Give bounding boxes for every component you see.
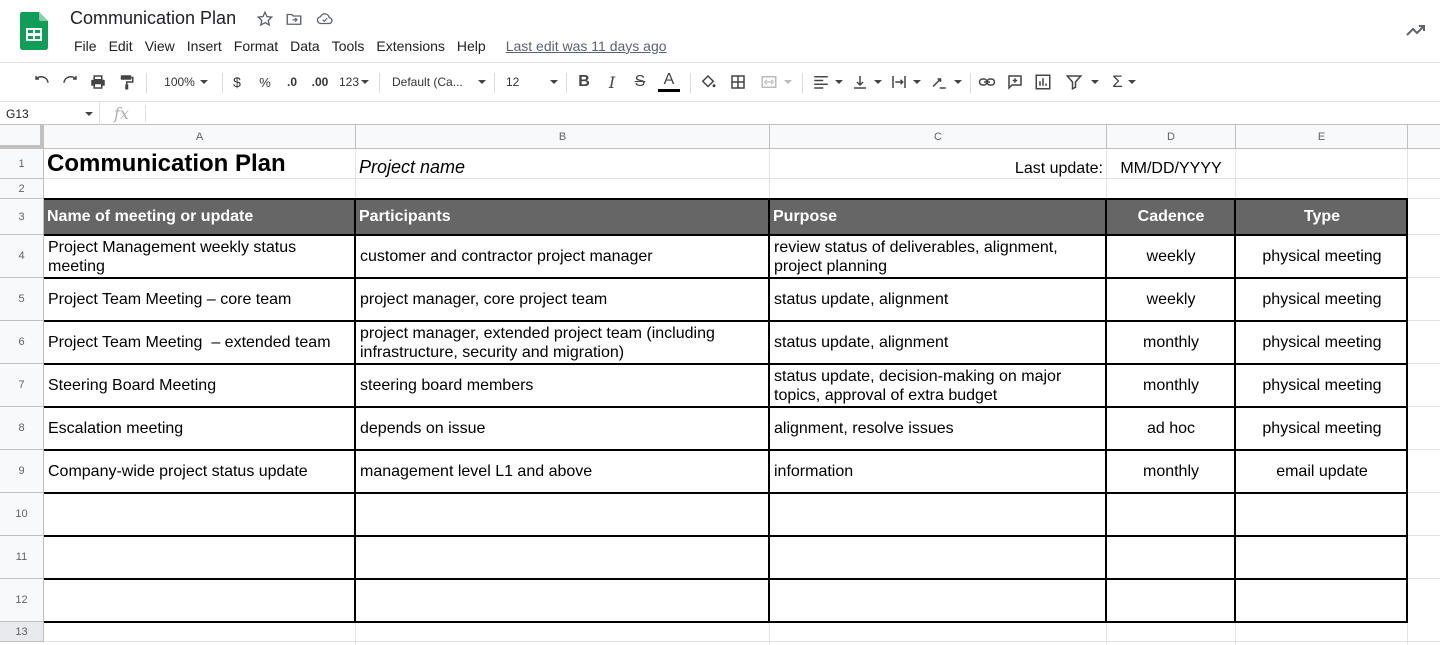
table-cell[interactable]: physical meeting (1262, 420, 1382, 437)
row-header-5[interactable]: 5 (0, 278, 44, 321)
row-header-7[interactable]: 7 (0, 364, 44, 407)
chevron-down-icon (835, 80, 843, 84)
table-cell[interactable]: Project Team Meeting – core team (48, 291, 292, 308)
table-cell[interactable]: customer and contractor project manager (360, 248, 653, 265)
activity-trend-icon[interactable] (1404, 18, 1428, 42)
insert-chart-icon[interactable] (1033, 71, 1053, 93)
table-border (44, 234, 1408, 236)
table-cell[interactable]: monthly (1142, 463, 1200, 480)
table-cell[interactable]: physical meeting (1262, 248, 1382, 265)
toolbar-divider (222, 73, 223, 93)
gridline (1408, 535, 1440, 536)
table-cell[interactable]: information (774, 463, 854, 480)
menu-view[interactable]: View (144, 38, 175, 54)
text-wrapping-icon[interactable] (889, 71, 921, 93)
gridline (1408, 578, 1440, 579)
toolbar-divider (802, 73, 803, 93)
increase-decimal-button[interactable]: .00 (311, 75, 329, 89)
gridline (1408, 406, 1440, 407)
text-color-swatch (658, 89, 680, 92)
chevron-down-icon (200, 80, 208, 84)
text-rotation-icon[interactable] (928, 71, 962, 93)
header-type[interactable]: Type (1303, 208, 1341, 225)
table-cell[interactable]: weekly (1146, 291, 1196, 308)
vertical-align-icon[interactable] (850, 71, 882, 93)
gridline (1408, 234, 1440, 235)
borders-icon[interactable] (728, 71, 748, 93)
percent-format-button[interactable]: % (259, 74, 271, 90)
gridline (1408, 492, 1440, 493)
menu-edit[interactable]: Edit (108, 38, 133, 54)
table-cell[interactable]: Escalation meeting (48, 420, 184, 437)
font-size-select[interactable] (506, 71, 558, 93)
merge-cells-icon[interactable] (757, 71, 793, 93)
menu-file[interactable]: File (74, 38, 97, 54)
table-border (44, 449, 1408, 451)
chevron-down-icon (85, 112, 93, 116)
font-family-value: Default (Ca... (392, 75, 463, 89)
chevron-down-icon (1128, 80, 1136, 84)
row-header-1[interactable]: 1 (0, 149, 44, 179)
sheets-logo-icon[interactable] (20, 12, 48, 50)
row-header-11[interactable]: 11 (0, 536, 44, 579)
title-bar (0, 0, 1440, 62)
chevron-down-icon (1091, 80, 1099, 84)
column-header-c[interactable]: C (770, 125, 1107, 149)
row-header-3[interactable]: 3 (0, 199, 44, 235)
chevron-down-icon (550, 80, 558, 84)
document-title[interactable]: Communication Plan (70, 8, 237, 28)
menu-bar (68, 37, 667, 55)
chevron-down-icon (784, 80, 792, 84)
star-icon[interactable] (256, 10, 276, 28)
currency-format-button[interactable]: $ (233, 74, 241, 90)
menu-insert[interactable]: Insert (186, 38, 222, 54)
table-border (44, 320, 1408, 322)
chevron-down-icon (954, 80, 962, 84)
table-cell[interactable]: alignment, resolve issues (774, 420, 954, 437)
print-icon[interactable] (88, 71, 108, 93)
chevron-down-icon (478, 80, 486, 84)
table-border (44, 363, 1408, 365)
table-border (44, 198, 1408, 200)
fx-icon: fx (114, 104, 129, 123)
table-cell[interactable]: status update, decision-making on major topics, approval of extra budget (774, 367, 1062, 404)
strikethrough-button[interactable]: S (634, 73, 646, 90)
functions-button[interactable]: Σ (1108, 71, 1140, 93)
row-header-8[interactable]: 8 (0, 407, 44, 450)
zoom-value: 100% (164, 75, 195, 89)
horizontal-align-icon[interactable] (811, 71, 843, 93)
table-cell[interactable]: Project Management weekly status meeting (48, 238, 297, 275)
table-cell[interactable]: project manager, core project team (360, 291, 608, 308)
table-cell[interactable]: Steering Board Meeting (48, 377, 217, 394)
column-header-overflow (1408, 125, 1440, 149)
formula-divider (145, 105, 146, 122)
menu-format[interactable]: Format (233, 38, 279, 54)
table-cell[interactable]: project manager, extended project team (including infrastructure, security and migration) (360, 324, 715, 361)
chevron-down-icon (361, 80, 369, 84)
toolbar-divider (566, 73, 567, 93)
table-border (1234, 198, 1236, 623)
toolbar-divider (690, 73, 691, 93)
move-folder-icon[interactable] (285, 10, 305, 28)
font-family-select[interactable] (392, 71, 486, 93)
spreadsheet-grid[interactable] (0, 125, 1440, 645)
table-cell[interactable]: management level L1 and above (360, 463, 593, 480)
toolbar (0, 62, 1440, 101)
table-border (1105, 198, 1107, 623)
header-cadence[interactable]: Cadence (1137, 208, 1205, 225)
table-border (44, 535, 1408, 537)
header-participants[interactable]: Participants (359, 208, 451, 225)
filter-icon[interactable] (1062, 71, 1102, 93)
menu-help[interactable]: Help (456, 38, 486, 54)
bold-button[interactable]: B (578, 73, 590, 90)
last-update-label[interactable]: Last update: (1014, 159, 1103, 177)
cell-reference: G13 (6, 107, 29, 121)
table-border (354, 198, 356, 623)
table-cell[interactable]: physical meeting (1262, 291, 1382, 308)
table-cell[interactable]: weekly (1146, 248, 1196, 265)
toolbar-divider (146, 73, 147, 93)
redo-icon[interactable] (60, 71, 80, 93)
row-header-10[interactable]: 10 (0, 493, 44, 536)
gridline (1408, 320, 1440, 321)
chevron-down-icon (913, 80, 921, 84)
name-box[interactable] (0, 102, 100, 125)
table-border (768, 198, 770, 623)
table-cell[interactable]: physical meeting (1262, 377, 1382, 394)
menu-tools[interactable]: Tools (331, 38, 365, 54)
column-header-d[interactable]: D (1107, 125, 1236, 149)
zoom-select[interactable] (158, 71, 214, 93)
row-header-6[interactable]: 6 (0, 321, 44, 364)
italic-button[interactable]: I (608, 72, 616, 92)
column-header-e[interactable]: E (1236, 125, 1408, 149)
cloud-status-icon[interactable] (315, 10, 335, 28)
decrease-decimal-button[interactable]: .0 (286, 75, 297, 89)
table-border (44, 277, 1408, 279)
gridline (44, 641, 1440, 642)
table-cell[interactable]: monthly (1142, 334, 1200, 351)
column-header-a[interactable]: A (44, 125, 356, 149)
text-color-button[interactable]: A (658, 71, 680, 93)
row-header-2[interactable]: 2 (0, 179, 44, 199)
table-cell[interactable]: status update, alignment (774, 291, 949, 308)
header-name-of-meeting[interactable]: Name of meeting or update (47, 208, 254, 225)
menu-extensions[interactable]: Extensions (376, 38, 445, 54)
gridline (1408, 363, 1440, 364)
column-header-b[interactable]: B (356, 125, 770, 149)
row-header-4[interactable]: 4 (0, 235, 44, 278)
last-update-value[interactable]: MM/DD/YYYY (1120, 159, 1222, 177)
toolbar-divider (970, 73, 971, 93)
undo-icon[interactable] (32, 71, 52, 93)
table-cell[interactable]: steering board members (360, 377, 534, 394)
sheet-title[interactable]: Communication Plan (47, 150, 286, 177)
table-cell[interactable]: physical meeting (1262, 334, 1382, 351)
table-cell[interactable]: monthly (1142, 377, 1200, 394)
insert-link-icon[interactable] (977, 71, 997, 93)
chevron-down-icon (874, 80, 882, 84)
paint-format-icon[interactable] (116, 71, 136, 93)
table-cell[interactable]: Project Team Meeting – extended team (48, 334, 331, 351)
table-border (44, 578, 1408, 580)
header-purpose[interactable]: Purpose (773, 208, 838, 225)
table-cell[interactable]: email update (1276, 463, 1368, 480)
row-header-9[interactable]: 9 (0, 450, 44, 493)
table-cell[interactable]: status update, alignment (774, 334, 949, 351)
table-border (44, 406, 1408, 408)
insert-comment-icon[interactable] (1005, 71, 1025, 93)
gridline (1408, 277, 1440, 278)
formula-input[interactable] (150, 102, 1440, 125)
row-header-12[interactable]: 12 (0, 579, 44, 622)
table-border (44, 621, 1408, 623)
project-name[interactable]: Project name (359, 156, 466, 177)
more-formats-button[interactable]: 123 (337, 71, 371, 93)
formula-bar (0, 101, 1440, 125)
table-cell[interactable]: Company-wide project status update (48, 463, 308, 480)
row-header-13[interactable]: 13 (0, 622, 44, 642)
toolbar-divider (379, 73, 380, 93)
toolbar-divider (494, 73, 495, 93)
table-cell[interactable]: depends on issue (360, 420, 486, 437)
table-cell[interactable]: review status of deliverables, alignment, project planning (774, 238, 1058, 275)
select-all-corner[interactable] (0, 125, 44, 149)
table-border (44, 492, 1408, 494)
table-border (1406, 198, 1408, 623)
font-size-value: 12 (506, 75, 520, 89)
last-edit-link[interactable]: Last edit was 11 days ago (505, 38, 667, 54)
gridline (1408, 449, 1440, 450)
fill-color-icon[interactable] (698, 71, 718, 93)
table-cell[interactable]: ad hoc (1146, 420, 1196, 437)
menu-data[interactable]: Data (290, 38, 320, 54)
